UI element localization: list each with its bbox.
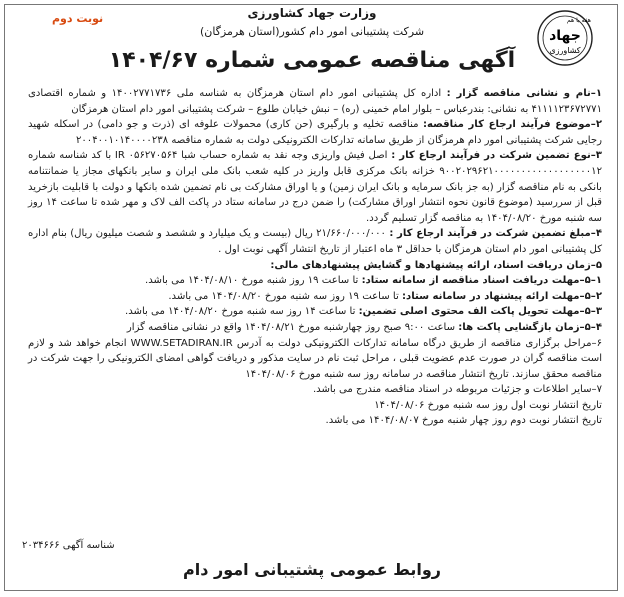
section-3: ۳–نوع تضمین شرکت در فرآیند ارجاع کار : اصل فیش واریزی وجه نقد به شماره حساب شبا ۰۵۶۲۷۰۵۶۴ IR با کد شناسه شماره ۹۰۰۲۰۲۹۶۲۱۰۰۰۰۰۰۰۰۰۰۰۰۰۰۰۰۰۰۱۲ خزانه بانک مرکزی قابل واریز در کلیه شعب بانک ملی ایران و سایر بانکهای مجاز یا ضمانتنامه بانکی به نام مناقصه گزار (به جز بانک سرمایه و بانک ایران زمین) و یا اوراق مشارکت بی نام تضمین شده بانکها و دولت با قابلیت بازخرید قبل از سررسید (موضوع قانون نحوه انتشار اوراق مشارکت) را ضمن درج در سامانه ستاد در پاکت الف لاک و مهر شده تا ساعت ۱۴ روز سه شنبه مورخ ۱۴۰۴/۰۸/۲۰ به مناقصه گزار تسلیم گردد.: [28, 150, 602, 224]
section-1: ۱–نام و نشانی مناقصه گزار : اداره کل پشتیبانی امور دام استان هرمزگان به شناسه ملی ۱۴۰۰۲۷۷۱۷۳۶ و شماره اقتصادی ۴۱۱۱۱۲۳۶۷۲۷۷۱ به نشانی: بندرعباس – بلوار امام خمینی (ره) – نبش خیابان طلوع – شرکت پشتیبانی امور دام استان هرمزگان: [28, 88, 602, 115]
signature: روابط عمومی پشتیبانی امور دام: [183, 560, 441, 579]
section-5-3: ۳–۵–مهلت تحویل پاکت الف محتوی اصلی تضمین: تا ساعت ۱۴ روز سه شنبه مورخ ۱۴۰۴/۰۸/۲۰ می باشد.: [125, 306, 602, 318]
section-7: ۷–سایر اطلاعات و جزئیات مربوطه در اسناد مناقصه مندرج می باشد.: [312, 384, 602, 396]
company-name: شرکت پشتیبانی امور دام کشور(استان هرمزگان): [199, 25, 425, 38]
notice-title: آگهی مناقصه عمومی شماره ۱۴۰۴/۶۷: [108, 48, 516, 73]
section-5-4: ۴–۵–زمان بازگشایی پاکت ها: ساعت ۹:۰۰ صبح روز چهارشنبه مورخ ۱۴۰۴/۰۸/۲۱ واقع در نشانی مناقصه گزار: [126, 321, 602, 333]
section-6: ۶–مراحل برگزاری مناقصه از طریق درگاه سامانه تدارکات الکترونیکی دولت به آدرس WWW.SETADIRAN.IR انجام خواهد شد و لازم است مناقصه گران در صورت عدم عضویت قبلی ، مراحل ثبت نام در سایت مذکور و دریافت گواهی امضای الکترونیکی را جهت شرکت در مناقصه محقق سازند. تاریخ انتشار مناقصه در سامانه روز سه شنبه مورخ ۱۴۰۴/۰۸/۰۶: [28, 337, 603, 380]
notice-body: [28, 86, 602, 429]
logo-word-jihad: جهاد: [549, 28, 581, 44]
publication-date-2: تاریخ انتشار نوبت دوم روز چهار شنبه مورخ ۱۴۰۴/۰۸/۰۷ می باشد.: [325, 415, 602, 427]
section-4: ۴–مبلغ تضمین شرکت در فرآیند ارجاع کار : ۲۱/۶۶۰/۰۰۰/۰۰۰ ریال (بیست و یک میلیارد و ششصد و شصت میلیون ریال) بنام اداره کل پشتیبانی امور دام استان هرمزگان با حداقل ۳ ماه اعتبار از تاریخ انتشار آگهی نوبت اول .: [28, 228, 602, 255]
logo-word-keshavarzi: کشاورزی: [549, 46, 581, 55]
section-5-2: ۲–۵–مهلت ارائه پیشنهاد در سامانه ستاد: تا ساعت ۱۹ روز سه شنبه مورخ ۱۴۰۴/۰۸/۲۰ می باشد.: [168, 290, 602, 302]
ad-number: شناسه آگهی ۲۰۳۴۶۶۶: [22, 540, 115, 551]
publication-round: نوبت دوم: [52, 12, 104, 25]
section-2: ۲–موضوع فرآیند ارجاع کار مناقصه: مناقصه تخلیه و بارگیری (حن کاری) محمولات علوفه ای (ذرت و جو دامی) در اسکله شهید رجایی شرکت پشتیبانی امور دام هرمزگان از طریق سامانه تدارکات الکترونیکی دولت به شماره مناقصه ۲۰۰۴۰۰۱۰۱۴۰۰۰۰۲۳۸: [28, 119, 602, 146]
section-5: ۵–زمان دریافت اسناد، ارائه پیشنهادها و گشایش پیشنهادهای مالی:: [270, 259, 602, 271]
section-5-1: ۱–۵–مهلت دریافت اسناد مناقصه از سامانه ستاد: تا ساعت ۱۹ روز شنبه مورخ ۱۴۰۴/۰۸/۱۰ می باشد.: [145, 275, 602, 287]
logo-ring-text: هفه با هم: [567, 17, 591, 24]
publication-date-1: تاریخ انتشار نوبت اول روز سه شنبه مورخ ۱۴۰۴/۰۸/۰۶: [374, 399, 602, 411]
ministry-name: وزارت جهاد کشاورزی: [247, 6, 377, 20]
